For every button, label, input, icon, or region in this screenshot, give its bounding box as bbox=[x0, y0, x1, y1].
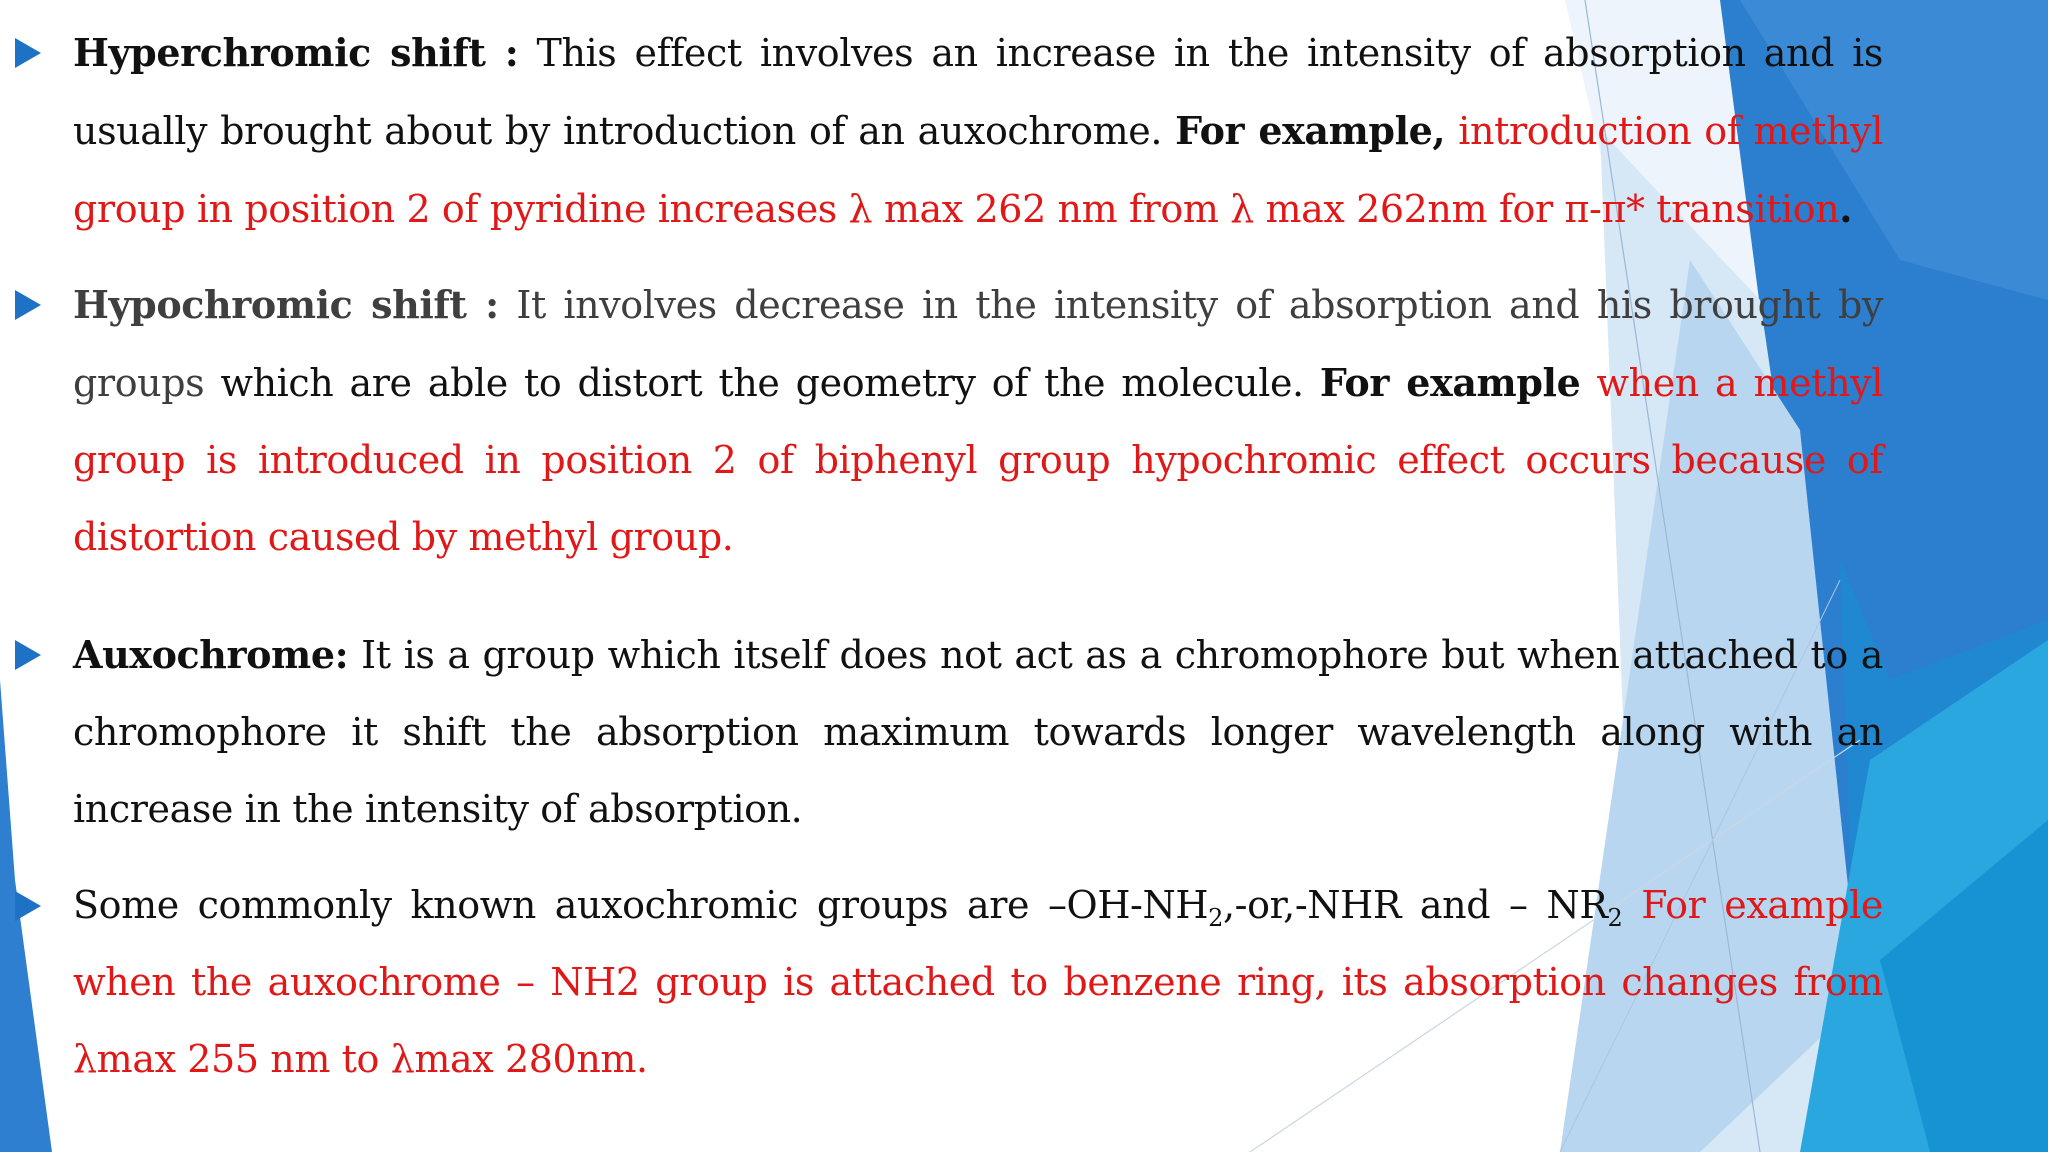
bullet-hyperchromic bbox=[73, 14, 1883, 248]
example-label: For example, bbox=[1175, 108, 1446, 153]
subscript: 2 bbox=[1607, 904, 1623, 932]
example-text: when a methyl group is introduced in position 2 of biphenyl group hypochromic effect occurs because of distortion caused by methyl group. bbox=[73, 361, 1883, 559]
triangle-right-icon bbox=[15, 38, 41, 68]
bullet-hypochromic bbox=[73, 266, 1883, 576]
triangle-right-icon bbox=[15, 640, 41, 670]
bullet-auxochromic-groups bbox=[73, 867, 1883, 1098]
example-text: For example when the auxochrome – NH2 group is attached to benzene ring, its absorption changes from λmax 255 nm to λmax 280nm. bbox=[73, 883, 1884, 1081]
bullet-auxochrome bbox=[73, 616, 1883, 848]
definition-text: It is a group which itself does not act as a chromophore but when attached to a chromophore it shift the absorption maximum towards longer wavelength along with an increase in the intensity of absorption. bbox=[73, 633, 1883, 831]
example-label: For example bbox=[1319, 360, 1581, 405]
groups-text-cont: ,-or,-NHR and – NR bbox=[1222, 883, 1608, 927]
triangle-right-icon bbox=[15, 290, 41, 320]
definition-text-cont: which are able to distort the geometry of the molecule. bbox=[204, 361, 1320, 405]
groups-text: Some commonly known auxochromic groups are –OH-NH bbox=[73, 883, 1209, 927]
definition-text: It involves decrease in the intensity of absorption and his brought by groups bbox=[73, 283, 1883, 405]
example-text: introduction of methyl group in position 2 of pyridine increases λ max 262 nm from λ max 262nm for π-π* transition bbox=[73, 109, 1883, 231]
term-auxochrome: Auxochrome: bbox=[73, 632, 349, 677]
sentence-end: . bbox=[1839, 186, 1853, 231]
definition-text: This effect involves an increase in the intensity of absorption and is usually brought about by introduction of an auxochrome. bbox=[73, 31, 1884, 153]
triangle-right-icon bbox=[15, 891, 41, 921]
term-hypochromic: Hypochromic shift : bbox=[73, 282, 499, 327]
term-hyperchromic: Hyperchromic shift : bbox=[73, 30, 519, 75]
subscript: 2 bbox=[1208, 904, 1223, 932]
